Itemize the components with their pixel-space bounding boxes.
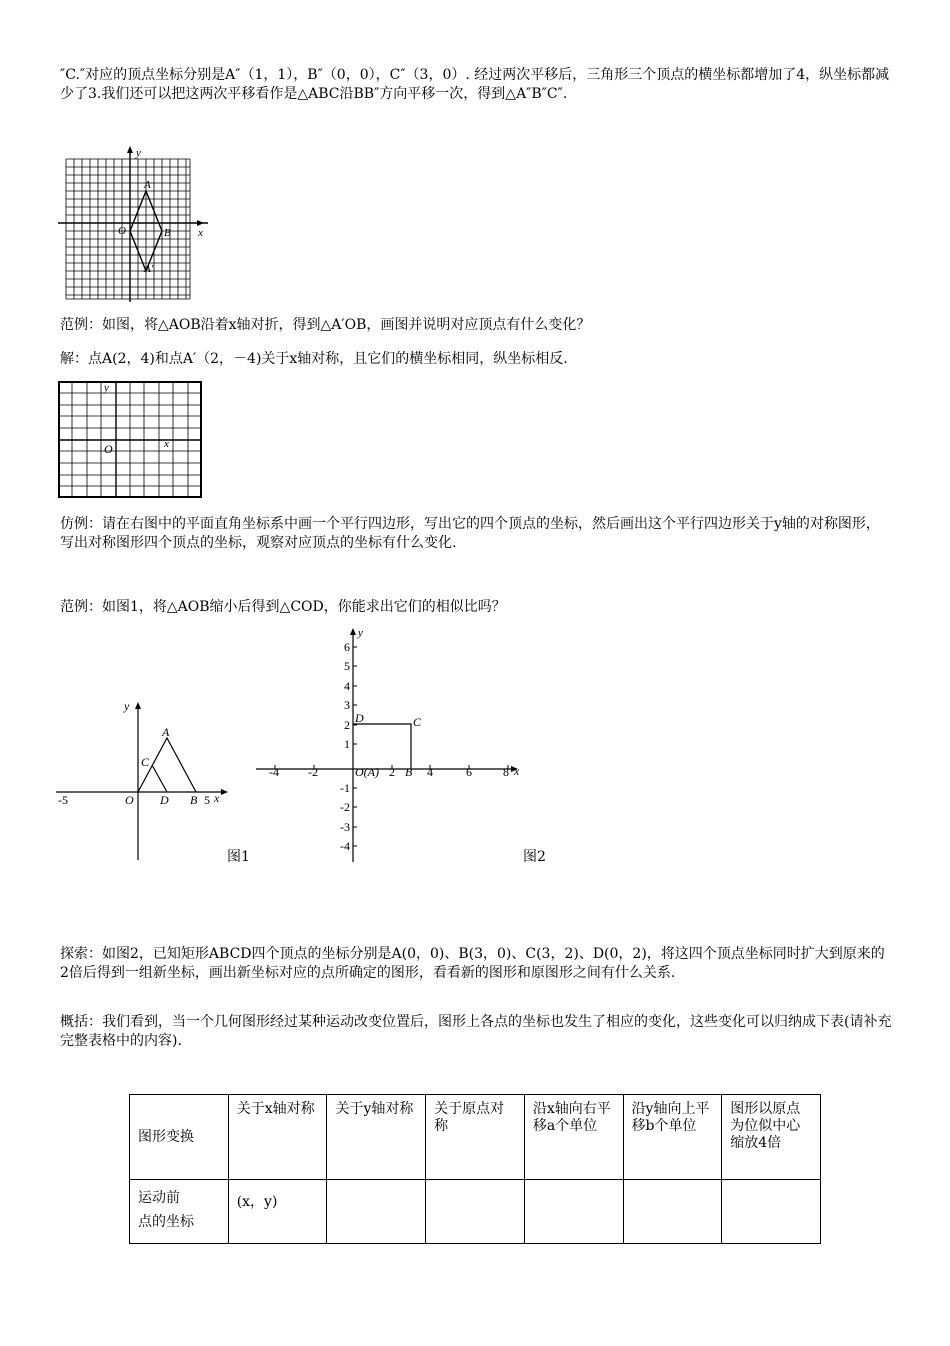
point-c-label: C — [413, 715, 422, 729]
row-label-line: 运动前 — [138, 1190, 180, 1206]
point-b-label: B — [405, 765, 413, 779]
figure2-rectangle — [252, 622, 532, 864]
x-tick-label: 8 — [503, 765, 509, 779]
table-cell[interactable] — [426, 1180, 525, 1244]
y-tick-label: 1 — [344, 737, 350, 751]
table-cell[interactable] — [524, 1180, 623, 1244]
tick-label: 5 — [204, 793, 210, 807]
figure2-caption: 图2 — [523, 849, 546, 865]
y-tick-label: -1 — [340, 781, 350, 795]
x-tick-label: -4 — [269, 765, 279, 779]
y-tick-label: -2 — [340, 800, 350, 814]
point-b-label: B — [164, 227, 171, 239]
point-d-label: D — [160, 793, 169, 807]
row-label-line: 点的坐标 — [138, 1214, 194, 1230]
table-header-cell: 关于原点对称 — [426, 1095, 525, 1180]
empty-grid-figure — [58, 381, 204, 499]
table-cell[interactable] — [327, 1180, 426, 1244]
tick-label: -5 — [58, 793, 68, 807]
example1-paragraph: 范例：如图，将△AOB沿着x轴对折，得到△A′OB，画图并说明对应顶点有什么变化？ — [60, 317, 591, 333]
table-header-cell: 关于y轴对称 — [327, 1095, 426, 1180]
y-axis-label: y — [104, 382, 109, 394]
row-label-cell — [130, 1180, 229, 1244]
x-tick-label: -2 — [308, 765, 318, 779]
x-tick-label: 2 — [389, 765, 395, 779]
y-tick-label: -3 — [340, 820, 350, 834]
table-cell[interactable] — [623, 1180, 722, 1244]
y-axis-label: y — [136, 147, 141, 159]
example2-paragraph: 范例：如图1，将△AOB缩小后得到△COD，你能求出它们的相似比吗？ — [60, 599, 506, 615]
table-cell[interactable]: (x，y) — [228, 1180, 327, 1244]
transformation-table — [129, 1094, 821, 1244]
figure1-caption: 图1 — [227, 849, 250, 865]
practice-paragraph: 仿例：请在右图中的平面直角坐标系中画一个平行四边形，写出它的四个顶点的坐标，然后画出这个平行四边形关于y轴的对称图形，写出对称图形四个顶点的坐标，观察对应顶点的坐标有什么变化. — [60, 516, 880, 551]
y-axis-label: y — [124, 699, 130, 713]
table-row — [130, 1180, 821, 1244]
table-header-cell: 沿x轴向右平移a个单位 — [524, 1095, 623, 1180]
point-a-prime-label: A′ — [144, 263, 154, 275]
x-axis-label: x — [514, 764, 520, 778]
table-header-row — [130, 1095, 821, 1180]
figure1-triangles — [52, 696, 232, 864]
origin-a-label: O(A) — [355, 765, 379, 779]
point-a-label: A — [162, 725, 170, 739]
y-axis-label: y — [358, 627, 363, 639]
solution1-paragraph: 解：点A(2，4)和点A′（2，－4)关于x轴对称，且它们的横坐标相同，纵坐标相反. — [60, 351, 568, 367]
point-b-label: B — [190, 793, 198, 807]
x-axis-label: x — [214, 791, 220, 805]
table-header-cell: 关于x轴对称 — [228, 1095, 327, 1180]
y-tick-label: 5 — [344, 659, 350, 673]
table-header-cell: 图形以原点为位似中心缩放4倍 — [722, 1095, 821, 1180]
explore-paragraph: 探索：如图2，已知矩形ABCD四个顶点的坐标分别是A(0，0)、B(3，0)、C(3，2)、D(0，2)，将这四个顶点坐标同时扩大到原来的2倍后得到一组新坐标，画出新坐标对应的点所确定的图形，看看新的图形和原图形之间有什么关系. — [60, 946, 885, 981]
origin-label: O — [118, 225, 126, 237]
summary-paragraph: 概括：我们看到，当一个几何图形经过某种运动改变位置后，图形上各点的坐标也发生了相应的变化，这些变化可以归纳成下表(请补充完整表格中的内容). — [60, 1014, 892, 1049]
y-tick-label: 4 — [344, 679, 350, 693]
x-tick-label: 4 — [427, 765, 433, 779]
table-header-cell: 图形变换 — [130, 1095, 229, 1180]
intro-paragraph: ″C.″对应的顶点坐标分别是A″（1，1），B″（0，0），C″（3，0）. 经过两次平移后，三角形三个顶点的横坐标都增加了4，纵坐标都减少了3.我们还可以把这两次平移看作是△ABC沿BB″方向平移一次，得到△A″B″C″. — [60, 67, 890, 102]
table-cell[interactable] — [722, 1180, 821, 1244]
y-tick-label: -4 — [340, 839, 350, 853]
y-tick-label: 2 — [344, 718, 350, 732]
x-tick-label: 6 — [466, 765, 472, 779]
point-a-label: A — [144, 179, 151, 191]
y-tick-label: 6 — [344, 640, 350, 654]
rhombus-grid-figure — [58, 144, 218, 304]
x-axis-label: x — [198, 227, 203, 239]
origin-label: O — [104, 442, 113, 456]
x-axis-label: x — [164, 438, 169, 450]
y-tick-label: 3 — [344, 698, 350, 712]
point-d-label: D — [355, 711, 364, 725]
origin-label: O — [125, 793, 134, 807]
table-header-cell: 沿y轴向上平移b个单位 — [623, 1095, 722, 1180]
point-c-label: C — [141, 755, 150, 769]
